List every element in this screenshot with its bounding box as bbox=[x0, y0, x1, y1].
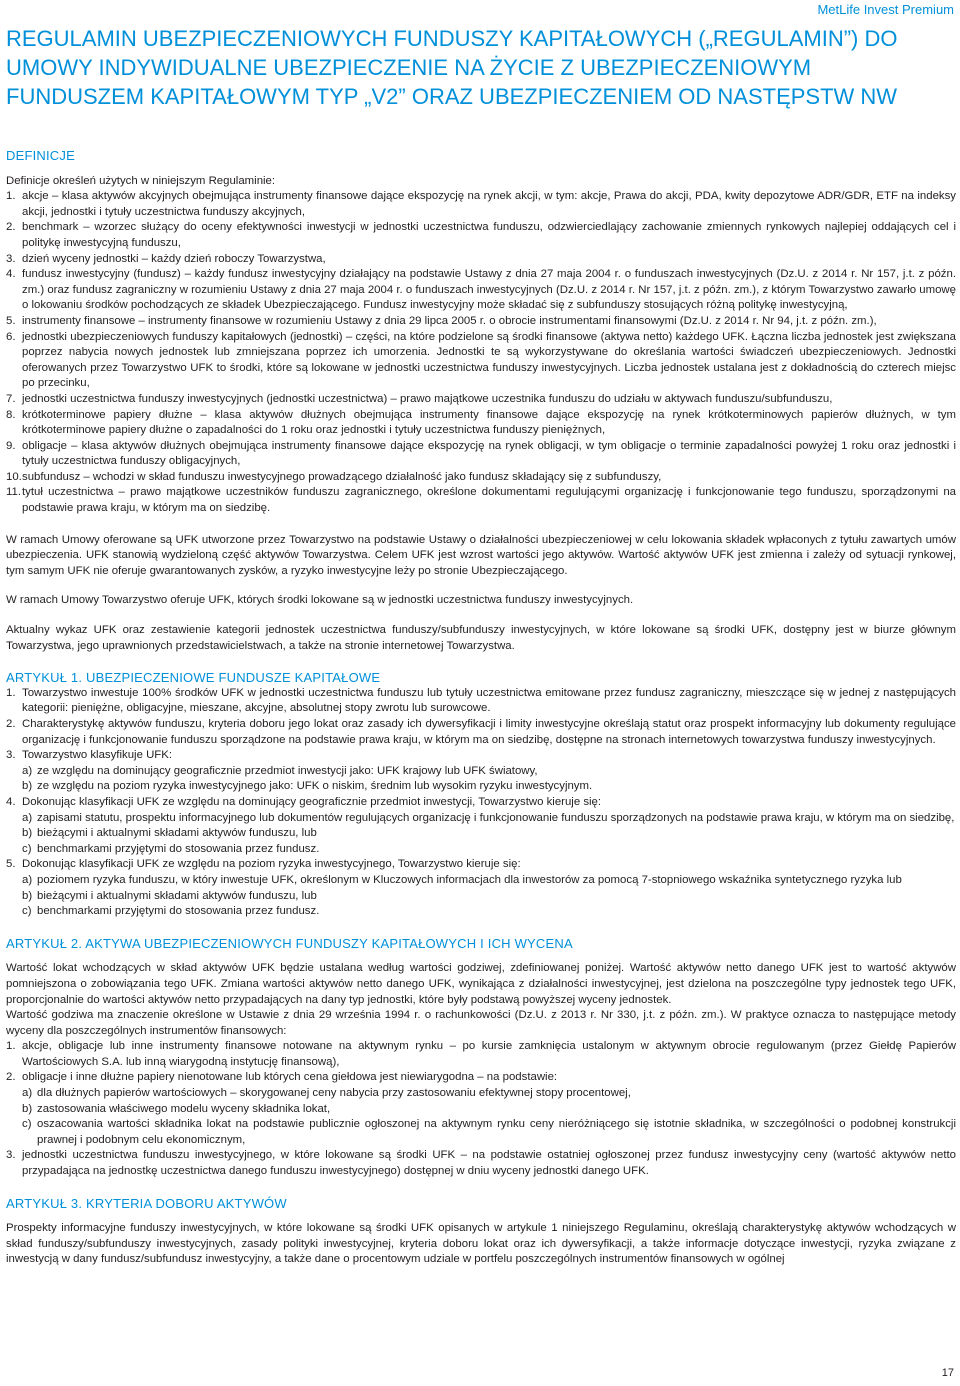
definition-item bbox=[6, 314, 956, 330]
definition-number: 9. bbox=[6, 439, 16, 452]
definition-number: 4. bbox=[6, 268, 16, 281]
definition-number: 7. bbox=[6, 392, 16, 405]
definition-item bbox=[6, 470, 956, 486]
definition-number: 1. bbox=[6, 190, 16, 203]
list-subitem: b) ze względu na poziom ryzyka inwestycyjnego jako: UFK o niskim, średnim lub wysokim ryzyku inwestycyjnym. bbox=[22, 780, 593, 793]
definition-number: 8. bbox=[6, 408, 16, 421]
definition-number: 6. bbox=[6, 330, 16, 343]
article-3-heading: ARTYKUŁ 3. KRYTERIA DOBORU AKTYWÓW bbox=[6, 1195, 287, 1211]
definicje-heading: DEFINICJE bbox=[6, 148, 75, 163]
definition-number: 2. bbox=[6, 221, 16, 234]
list-item: 4. Dokonując klasyfikacji UFK ze względu na dominujący geograficznie przedmiot inwestycji, Towarzystwo kieruje się: bbox=[6, 795, 602, 808]
list-subitem: a) dla dłużnych papierów wartościowych – skorygowanej ceny nabycia przy zastosowaniu efektywnej stopy procentowej, bbox=[22, 1087, 631, 1100]
definition-number: 11. bbox=[6, 486, 21, 499]
list-item: 2. Charakterystykę aktywów funduszu, kryteria doboru jego lokat oraz zasady ich dywersyfikacji i limity inwestycyjne określają statut oraz prospekt informacyjny lub dokumenty regulujące organizację i funkcjonowanie funduszu sporządzone na podstawie prawa kraju, w którym ma on siedzibę, dostępne na stronach internetowych towarzystwa funduszy inwestycyjnych. bbox=[6, 718, 956, 746]
definition-item bbox=[6, 330, 956, 392]
brand-name: MetLife Invest Premium bbox=[817, 2, 954, 17]
list-item: 3. Towarzystwo klasyfikuje UFK: bbox=[6, 749, 173, 762]
list-subitem: b) zastosowania właściwego modelu wyceny składnika lokat, bbox=[22, 1102, 331, 1115]
page-title: REGULAMIN UBEZPIECZENIOWYCH FUNDUSZY KAPITAŁOWYCH („REGULAMIN”) DO UMOWY INDYWIDUALNE UBEZPIECZENIE NA ŻYCIE Z UBEZPIECZENIOWYM FUNDUSZEM KAPITAŁOWYM TYP „V2” ORAZ UBEZPIECZENIEM OD NASTĘPSTW NW bbox=[6, 26, 898, 109]
definicje-section bbox=[6, 174, 956, 517]
definition-item bbox=[6, 408, 956, 439]
list-item: 3. jednostki uczestnictwa funduszu inwestycyjnego, w które lokowane są środki UFK – na podstawie ostatniej ogłoszonej przez fundusz inwestycyjny ceny (wartość aktywów netto przypadająca na jednostkę uczestnictwa danego funduszu inwestycyjnego) dostępnej w dniu wyceny jednostki danego UFK. bbox=[6, 1149, 956, 1178]
article-2-section bbox=[6, 961, 956, 1179]
definition-item bbox=[6, 485, 956, 516]
definition-item bbox=[6, 439, 956, 470]
definition-text: dzień wyceny jednostki – każdy dzień roboczy Towarzystwa, bbox=[22, 252, 326, 265]
article-3-section bbox=[6, 1221, 956, 1268]
definition-text: jednostki uczestnictwa funduszy inwestycyjnych (jednostki uczestnictwa) – prawo majątkowe uczestnika funduszu do udziału w aktywach funduszu/subfunduszu, bbox=[22, 392, 833, 405]
definition-text: tytuł uczestnictwa – prawo majątkowe uczestników funduszu zagranicznego, określone dokumentami regulującymi organizację i funkcjonowanie tego funduszu, sporządzonymi na podstawie prawa kraju, w którym ma on siedzibę. bbox=[22, 486, 956, 515]
article-2-heading: ARTYKUŁ 2. AKTYWA UBEZPIECZENIOWYCH FUNDUSZY KAPITAŁOWYCH I ICH WYCENA bbox=[6, 935, 573, 951]
definition-text: subfundusz – wchodzi w skład funduszu inwestycyjnego prowadzącego działalność jako fundusz składający się z subfunduszy, bbox=[22, 470, 662, 483]
definition-number: 5. bbox=[6, 314, 16, 327]
intro-paragraph-3: Aktualny wykaz UFK oraz zestawienie kategorii jednostek uczestnictwa funduszy/subfunduszy inwestycyjnych, w które lokowane są środki UFK, dostępny jest w biurze głównym Towarzystwa, jego uprawnionych przedstawicielstwach, a także na stronie internetowej Towarzystwa. bbox=[6, 624, 956, 652]
intro-paragraph-1: W ramach Umowy oferowane są UFK utworzone przez Towarzystwo na podstawie Ustawy o działalności ubezpieczeniowej w celu lokowania składek wpłaconych z tytułu zawartych umów ubezpieczenia. UFK stanowią wydzieloną część aktywów Towarzystwa. Celem UFK jest wzrost wartości jego aktywów. Wartość aktywów UFK jest zmienna i zależy od sytuacji rynkowej, tym samym UFK nie oferuje gwarantowanych zysków, a ryzyko inwestycyjne leży po stronie Ubezpieczającego. bbox=[6, 533, 956, 577]
page-number: 17 bbox=[941, 1367, 954, 1380]
definicje-list bbox=[6, 189, 956, 516]
definition-item bbox=[6, 267, 956, 314]
definicje-intro: Definicje określeń użytych w niniejszym Regulaminie: bbox=[6, 174, 276, 187]
definition-text: obligacje – klasa aktywów dłużnych obejmująca instrumenty finansowe dające ekspozycję na rynek obligacji, w tym obligacje o terminie zapadalności powyżej 1 roku oraz jednostki i tytuły uczestnictwa funduszy obligacyjnych, bbox=[22, 439, 956, 468]
list-subitem: b) bieżącymi i aktualnymi składami aktywów funduszu, lub bbox=[22, 889, 317, 902]
list-subitem: a) zapisami statutu, prospektu informacyjnego lub dokumentów regulujących organizację i funkcjonowanie funduszu sporządzonych na podstawie prawa kraju, w którym ma on siedzibę, bbox=[22, 811, 955, 824]
definition-number: 3. bbox=[6, 252, 16, 265]
list-subitem: a) ze względu na dominujący geograficznie przedmiot inwestycji jako: UFK krajowy lub UFK światowy, bbox=[22, 764, 538, 777]
list-subitem: c) benchmarkami przyjętymi do stosowania przez fundusz. bbox=[22, 905, 320, 918]
intro-paragraph-2: W ramach Umowy Towarzystwo oferuje UFK, których środki lokowane są w jednostki uczestnictwa funduszy inwestycyjnych. bbox=[6, 594, 634, 607]
definition-text: benchmark – wzorzec służący do oceny efektywności inwestycji w jednostki uczestnictwa funduszu, odzwierciedlający zachowanie zmiennych rynkowych najlepiej oddających cel i politykę inwestycyjną funduszu, bbox=[22, 221, 956, 249]
list-item: 1. Towarzystwo inwestuje 100% środków UFK w jednostki uczestnictwa funduszu lub tytuły uczestnictwa emitowane przez fundusz zagraniczny, mieszczące się w jednej z następujących kategorii: pieniężne, obligacyjne, mieszane, akcyjne, absolutnej stopy zwrotu lub surowcowe. bbox=[6, 686, 956, 715]
definition-text: jednostki ubezpieczeniowych funduszy kapitałowych (jednostki) – części, na które podzielone są środki finansowe (aktywa netto) każdego UFK. Łączna liczba jednostek jest zwiększana poprzez nabycia nowych jednostek lub zmniejszana poprzez ich umorzenia. Jednostki te są wykorzystywane do określania wartości świadczeń ubezpieczeniowych. Jednostki oferowanych przez Towarzystwo UFK to środki, które są lokowane w jednostki uczestnictwa funduszy inwestycyjnych. Liczba jednostek ustalana jest z dokładnością do czterech miejsc po przecinku, bbox=[22, 330, 956, 390]
definition-text: instrumenty finansowe – instrumenty finansowe w rozumieniu Ustawy z dnia 29 lipca 2005 r. o obrocie instrumentami finansowymi (Dz.U. z 2014 r. Nr 94, j.t. z późn. zm.), bbox=[22, 314, 877, 327]
list-item: 1. akcje, obligacje lub inne instrumenty finansowe notowane na aktywnym rynku – po kursie zamknięcia ustalonym w aktywnym obrocie regulowanym (przez Giełdę Papierów Wartościowych S.A. lub inną wiarygodną instytucję finansową), bbox=[6, 1040, 956, 1068]
article-2-paragraph-1: Wartość lokat wchodzących w skład aktywów UFK będzie ustalana według wartości godziwej, zdefiniowanej poniżej. Wartość aktywów netto danego UFK jest to wartość aktywów pomniejszona o zobowiązania tego UFK. Zmiana wartości aktywów netto danego UFK, wynikająca z działalności inwestycyjnej, jest dzielona na poszczególne typy jednostek tego UFK, proporcjonalnie do wartości aktywów netto przypadających na dany typ jednostki, które były podstawą powyższej wyceny jednostek. bbox=[6, 962, 956, 1006]
list-item: 5. Dokonując klasyfikacji UFK ze względu na poziom ryzyka inwestycyjnego, Towarzystwo kieruje się: bbox=[6, 858, 521, 871]
definition-text: akcje – klasa aktywów akcyjnych obejmująca instrumenty finansowe dające ekspozycję na rynek akcji, w tym: akcje, Prawa do akcji, PDA, kwity depozytowe ADR/GDR, ETF na indeksy akcji, jednostki i tytuły uczestnictwa funduszy akcyjnych, bbox=[22, 190, 956, 218]
list-subitem: b) bieżącymi i aktualnymi składami aktywów funduszu, lub bbox=[22, 827, 317, 840]
article-2-list bbox=[6, 1039, 956, 1179]
list-subitem: c) oszacowania wartości składnika lokat na podstawie publicznie ogłoszonej na aktywnym rynku ceny nieróżniącego się istotnie składnika, w szczególności o podobnej konstrukcji prawnej i podobnym celu ekonomicznym, bbox=[22, 1118, 956, 1146]
article-1-list bbox=[6, 686, 956, 920]
definition-item bbox=[6, 189, 956, 220]
document-body bbox=[6, 148, 956, 1268]
definition-text: krótkoterminowe papiery dłużne – klasa aktywów dłużnych obejmująca instrumenty finansowe dające ekspozycję na rynek krótkoterminowych papierów dłużnych, w tym krótkoterminowe papiery dłużne o zapadalności do 1 roku oraz jednostki i tytuły uczestnictwa funduszy pieniężnych, bbox=[22, 408, 956, 437]
definition-item bbox=[6, 392, 956, 408]
article-2-paragraph-2: Wartość godziwa ma znaczenie określone w Ustawie z dnia 29 września 1994 r. o rachunkowości (Dz.U. z 2013 r. Nr 330, j.t. z późn. zm.). W praktyce oznacza to następujące metody wyceny dla poszczególnych instrumentów finansowych: bbox=[6, 1009, 956, 1037]
definition-item bbox=[6, 252, 956, 268]
list-item: 2. obligacje i inne dłużne papiery nienotowane lub których cena giełdowa jest niewiarygodna – na podstawie: bbox=[6, 1071, 558, 1084]
definition-number: 10. bbox=[6, 470, 22, 483]
article-1-heading: ARTYKUŁ 1. UBEZPIECZENIOWE FUNDUSZE KAPITAŁOWE bbox=[6, 670, 381, 686]
list-subitem: c) benchmarkami przyjętymi do stosowania przez fundusz. bbox=[22, 842, 320, 855]
article-3-paragraph-1: Prospekty informacyjne funduszy inwestycyjnych, w które lokowane są środki UFK opisanych w artykule 1 niniejszego Regulaminu, określają charakterystykę aktywów wchodzących w skład funduszy/subfunduszy inwestycyjnych, zasady polityki inwestycyjnej, kryteria doboru lokat oraz ich dywersyfikacji, a także informacje dotyczące inwestycji, ryzyka związane z inwestycją w dany fundusz/subfundusz inwestycyjny, a także dane o procentowym udziale w portfelu poszczególnych instrumentów finansowych w ogólnej bbox=[6, 1222, 956, 1266]
definition-item bbox=[6, 220, 956, 251]
list-subitem: a) poziomem ryzyka funduszu, w który inwestuje UFK, określonym w Kluczowych informacjach dla inwestorów za pomocą 7-stopniowego wskaźnika syntetycznego ryzyka lub bbox=[22, 873, 902, 886]
definition-text: fundusz inwestycyjny (fundusz) – każdy fundusz inwestycyjny działający na podstawie Ustawy z dnia 27 maja 2004 r. o funduszach inwestycyjnych (Dz.U. z 2014 r. Nr 157, j.t. z późn. zm.) oraz fundusz zagraniczny w rozumieniu Ustawy z dnia 27 maja 2004 r. o funduszach inwestycyjnych (Dz.U. z 2014 r. Nr 157, j.t. z późn. zm.), z którym Towarzystwo zawarło umowę o lokowaniu środków pochodzących ze składek Ubezpieczającego. Fundusz inwestycyjny może składać się z subfunduszy stosujących różną politykę inwestycyjną, bbox=[22, 268, 956, 312]
